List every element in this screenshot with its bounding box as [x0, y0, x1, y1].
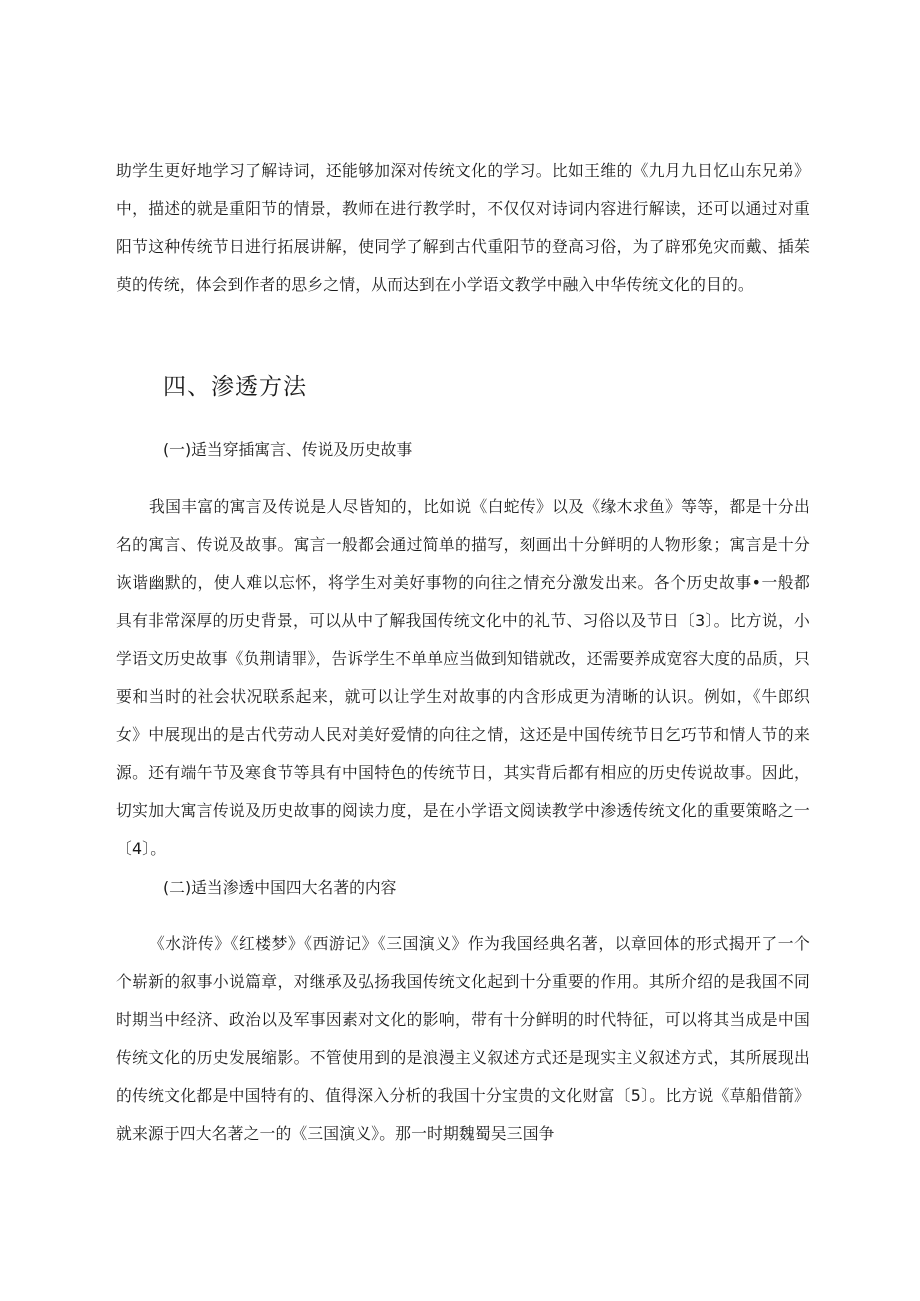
body-paragraph-continuation: 助学生更好地学习了解诗词，还能够加深对传统文化的学习。比如王维的《九月九日忆山东兄弟》中，描述的就是重阳节的情景，教师在进行教学时，不仅仅对诗词内容进行解读，还可以通过对重阳节这种传统节日进行拓展讲解，使同学了解到古代重阳节的登高习俗，为了辟邪免灾而戴、插茱萸的传统，体会到作者的思乡之情，从而达到在小学语文教学中融入中华传统文化的目的。 [116, 161, 810, 294]
subsection-2-body: 《水浒传》《红楼梦》《西游记》《三国演义》作为我国经典名著，以章回体的形式揭开了一个个崭新的叙事小说篇章，对继承及弘扬我国传统文化起到十分重要的作用。其所介绍的是我国不同时期当中经济、政治以及军事因素对文化的影响，带有十分鲜明的时代特征，可以将其当成是中国传统文化的历史发展缩影。不管使用到的是浪漫主义叙述方式还是现实主义叙述方式，其所展现出的传统文化都是中国特有的、值得深入分析的我国十分宝贵的文化财富〔5〕。比方说《草船借箭》就来源于四大名著之一的《三国演义》。那一时期魏蜀吴三国争 [116, 934, 810, 1143]
subsection-2-title: (二)适当渗透中国四大名著的内容 [163, 878, 397, 897]
subsection-1-body: 我国丰富的寓言及传说是人尽皆知的，比如说《白蛇传》以及《缘木求鱼》等等，都是十分出名的寓言、传说及故事。寓言一般都会通过简单的描写，刻画出十分鲜明的人物形象；寓言是十分诙谐幽默的，使人难以忘怀，将学生对美好事物的向往之情充分激发出来。各个历史故事•一般都具有非常深厚的历史背景，可以从中了解我国传统文化中的礼节、习俗以及节日〔3〕。比方说，小学语文历史故事《负荆请罪》，告诉学生不单单应当做到知错就改，还需要养成宽容大度的品质，只要和当时的社会状况联系起来，就可以让学生对故事的内含形成更为清晰的认识。例如，《牛郎织女》中展现出的是古代劳动人民对美好爱情的向往之情，这还是中国传统节日乞巧节和情人节的来源。还有端午节及寒食节等具有中国特色的传统节日，其实背后都有相应的历史传说故事。因此，切实加大寓言传说及历史故事的阅读力度，是在小学语文阅读教学中渗透传统文化的重要策略之一〔4〕。 [116, 497, 810, 858]
subsection-1-title: (一)适当穿插寓言、传说及历史故事 [163, 440, 413, 459]
section-heading: 四、渗透方法 [163, 374, 307, 400]
